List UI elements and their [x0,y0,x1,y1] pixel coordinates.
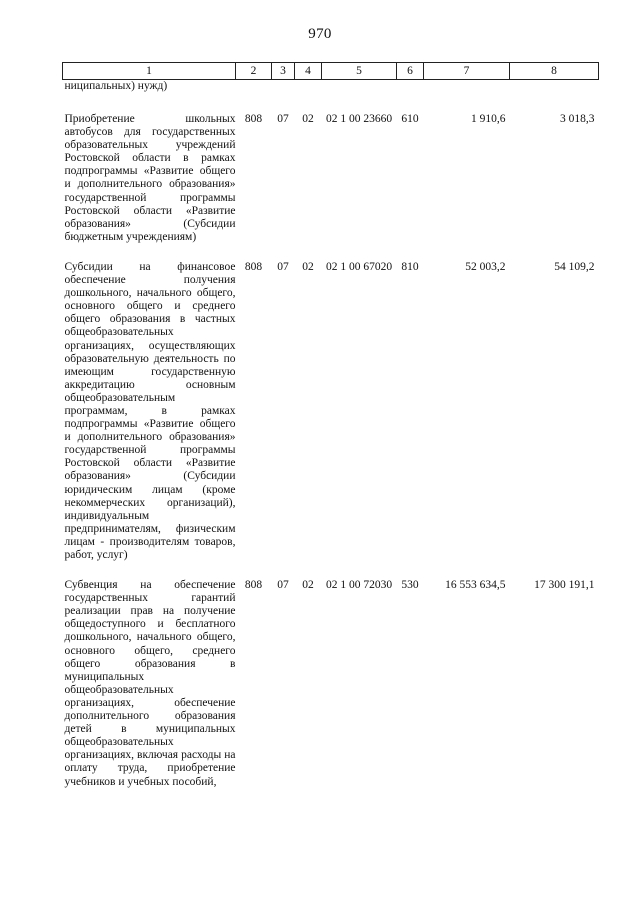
row-section-code: 07 [277,113,289,125]
column-header-6: 6 [397,63,424,80]
column-header-4: 4 [295,63,322,80]
row-ministry-code: 808 [244,113,263,125]
row-amount-col7: 16 553 634,5 [445,579,506,592]
continuation-text: ниципальных) нужд) [64,80,168,92]
row-subsection-code: 02 [302,260,314,273]
row-amount-col8: 17 300 191,1 [534,579,595,592]
column-header-1: 1 [63,63,236,80]
table-header-row [63,63,599,80]
row-amount-col7: 52 003,2 [465,260,506,273]
table-row [63,244,599,562]
row-expense-type: 610 [401,113,419,125]
table-row [63,96,599,244]
row-description: Субсидии на финансовое обеспечение получения дошкольного, начального общего, основного общего и среднего общего образования в частных общеобразовательных организациях, осуществляющих образовательную деятельность по имеющим государственную аккредитацию основным общеобразовательным программам, в рамках подпрограммы «Развитие общего и дополнительного образования» государственной программы Ростовской области «Развитие образования» (Субсидии юридическим лицам (кроме некоммерческих организаций), индивидуальным предпринимателям, физическим лицам - производителям товаров, работ, услуг) [64,260,236,561]
row-target-article: 02 1 00 67020 [325,260,393,273]
budget-table [62,62,599,789]
row-target-article: 02 1 00 72030 [325,579,393,592]
row-expense-type: 530 [401,579,419,592]
row-expense-type: 810 [401,260,419,273]
row-ministry-code: 808 [244,260,263,273]
row-target-article: 02 1 00 23660 [325,113,393,125]
column-header-8: 8 [510,63,599,80]
column-header-7: 7 [424,63,510,80]
column-header-5: 5 [322,63,397,80]
continuation-row [63,80,599,97]
column-header-3: 3 [272,63,295,80]
column-header-2: 2 [236,63,272,80]
row-section-code: 07 [277,260,289,273]
row-amount-col7: 1 910,6 [471,113,506,125]
page-number: 970 [308,26,332,42]
row-subsection-code: 02 [302,113,314,125]
row-description: Субвенция на обеспечение государственных гарантий реализации прав на получение общедоступного и бесплатного дошкольного, начального общего, основного общего, среднего общего образования в муниципальных общеобразовательных организациях, обеспечение дополнительного образования детей в муниципальных общеобразовательных организациях, включая расходы на оплату труда, приобретение учебников и учебных пособий, [64,579,236,788]
row-subsection-code: 02 [302,579,314,592]
row-amount-col8: 3 018,3 [560,113,595,125]
row-ministry-code: 808 [244,579,263,592]
table-row [63,562,599,789]
row-description: Приобретение школьных автобусов для государственных образовательных учреждений Ростовской области в рамках подпрограммы «Развитие общего и дополнительного образования» государственной программы Ростовской области «Развитие образования» (Субсидии бюджетным учреждениям) [64,113,236,243]
row-amount-col8: 54 109,2 [554,260,595,273]
row-section-code: 07 [277,579,289,592]
